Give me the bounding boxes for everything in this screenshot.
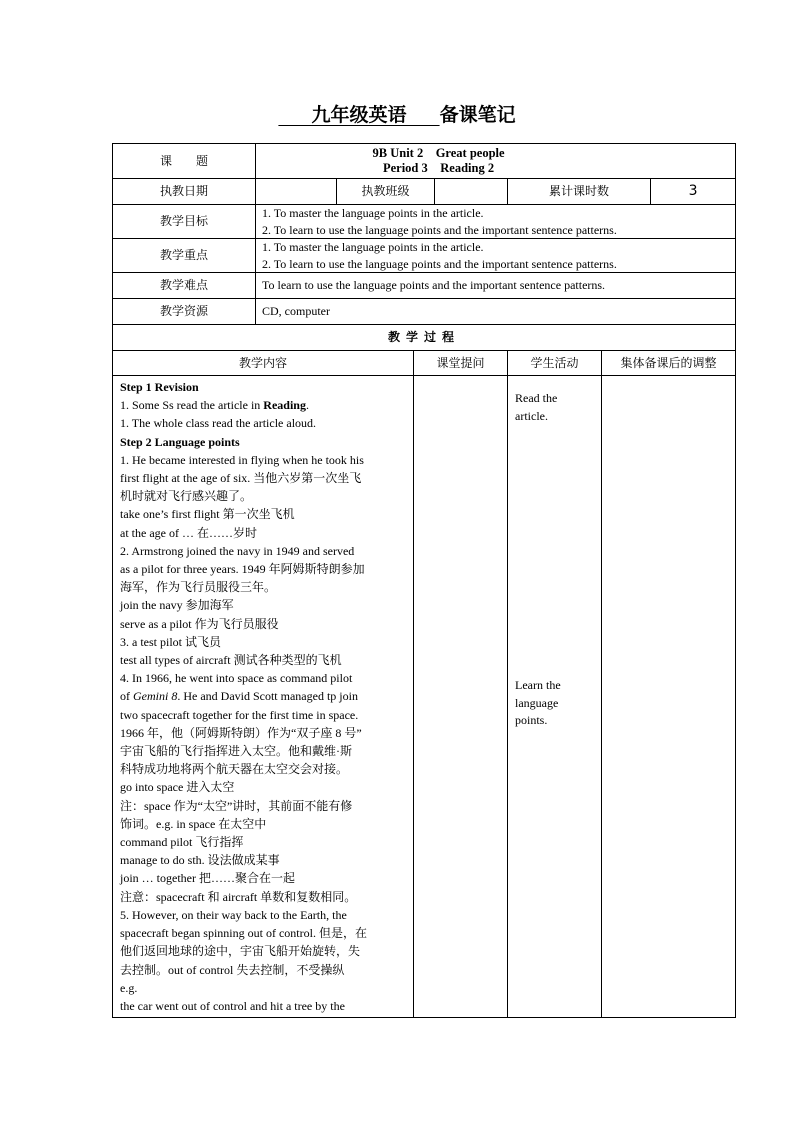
content-line: 去控制。out of control 失去控制，不受操纵 [120,962,345,977]
content-line: 海军，作为飞行员服役三年。 [120,580,277,595]
topic-row [113,144,736,179]
content-text: . He and David Scott managed tp join [177,689,358,704]
class-label: 执教班级 [337,179,435,205]
content-line: 注：space 作为“太空”讲时，其前面不能有修 [120,798,353,813]
goal-value [256,205,736,239]
content-line [120,687,407,705]
goal-row [113,205,736,239]
class-value [435,179,508,205]
goal-line-2: 2. To learn to use the language points and the important sentence patterns. [262,222,617,237]
difficulty-value: To learn to use the language points and the important sentence patterns. [256,273,736,299]
topic-value [256,144,736,179]
spacer [515,425,595,677]
date-label: 执教日期 [113,179,256,205]
step1-title: Step 1 Revision [120,380,199,394]
content-line: 他们返回地球的途中，宇宙飞船开始旋转，失 [120,944,361,959]
process-header-row [113,351,736,376]
content-line: 宇宙飞船的飞行指挥进入太空。他和戴维·斯 [120,744,352,759]
key-value [256,239,736,273]
resource-value: CD, computer [256,299,736,325]
content-line: 饰词。e.g. in space 在太空中 [120,816,267,831]
content-line: join the navy 参加海军 [120,598,234,613]
content-line: 1966 年，他（阿姆斯特朗）作为“双子座 8 号” [120,725,362,740]
activity-line: language [515,695,559,710]
content-italic-text: Gemini 8 [133,689,178,704]
topic-line-1: 9B Unit 2 Great people [372,145,505,160]
page-title [0,100,794,127]
hours-label: 累计课时数 [508,179,651,205]
activity-line: Learn the [515,678,561,692]
content-line: 1. He became interested in flying when he took his [120,452,364,467]
content-text: . [305,398,309,413]
content-line: two spacecraft together for the first time in space. [120,707,359,722]
topic-line-2: Period 3 Reading 2 [382,161,495,175]
title-subject: 九年级英语 [311,104,407,126]
content-line: 机时就对飞行感兴趣了。 [120,489,253,504]
content-line: command pilot 飞行指挥 [120,835,244,850]
title-suffix: 备课笔记 [439,104,516,126]
title-blank-right [407,104,440,126]
topic-label: 课 题 [113,144,256,179]
col-content-header: 教学内容 [113,351,414,376]
activities-cell [508,376,602,1018]
content-line: join … together 把……聚合在一起 [120,871,295,886]
content-line: 2. Armstrong joined the navy in 1949 and served [120,543,355,558]
content-line: serve as a pilot 作为飞行员服役 [120,616,279,631]
col-adjust-header: 集体备课后的调整 [602,351,736,376]
content-cell [113,376,414,1018]
lesson-plan-table [112,143,736,1018]
spacer [515,378,595,390]
process-body-row [113,376,736,1018]
content-line: take one’s first flight 第一次坐飞机 [120,507,295,522]
content-line: go into space 进入太空 [120,780,235,795]
hours-value: 3 [651,179,736,205]
title-blank-left [278,104,311,126]
difficulty-row [113,273,736,299]
step2-title: Step 2 Language points [120,434,240,449]
resource-row [113,299,736,325]
key-row [113,239,736,273]
content-line [120,396,407,414]
col-activities-header: 学生活动 [508,351,602,376]
content-text: of [120,689,133,704]
content-line: test all types of aircraft 测试各种类型的飞机 [120,653,342,668]
content-bold-text: Reading [263,398,306,413]
key-label: 教学重点 [113,239,256,273]
questions-cell [414,376,508,1018]
goal-line-1: 1. To master the language points in the article. [262,206,484,220]
content-line: 4. In 1966, he went into space as command pilot [120,671,353,686]
content-text: 1. Some Ss read the article in [120,398,264,413]
content-line: 3. a test pilot 试飞员 [120,634,221,649]
activity-line: article. [515,408,548,423]
content-line: 5. However, on their way back to the Earth, the [120,907,347,922]
content-line: 科特成功地将两个航天器在太空交会对接。 [120,762,349,777]
key-line-2: 2. To learn to use the language points and the important sentence patterns. [262,256,617,271]
content-line: e.g. [120,980,138,995]
content-line: 1. The whole class read the article aloud. [120,416,317,431]
key-line-1: 1. To master the language points in the article. [262,240,484,254]
content-line: 注意：spacecraft 和 aircraft 单数和复数相同。 [120,889,357,904]
process-heading: 教学过程 [113,325,736,351]
activity-line: Read the [515,391,558,405]
content-line: as a pilot for three years. 1949 年阿姆斯特朗参加 [120,562,365,577]
process-heading-row [113,325,736,351]
date-value [256,179,337,205]
content-line: at the age of … 在……岁时 [120,525,257,540]
activity-line: points. [515,713,548,727]
content-line: first flight at the age of six. 当他六岁第一次坐飞 [120,471,362,486]
adjust-cell [602,376,736,1018]
date-row [113,179,736,205]
content-line: manage to do sth. 设法做成某事 [120,853,280,868]
goal-label: 教学目标 [113,205,256,239]
difficulty-label: 教学难点 [113,273,256,299]
content-line: spacecraft began spinning out of control. 但是，在 [120,926,367,941]
resource-label: 教学资源 [113,299,256,325]
content-line: the car went out of control and hit a tree by the [120,998,345,1013]
col-questions-header: 课堂提问 [414,351,508,376]
